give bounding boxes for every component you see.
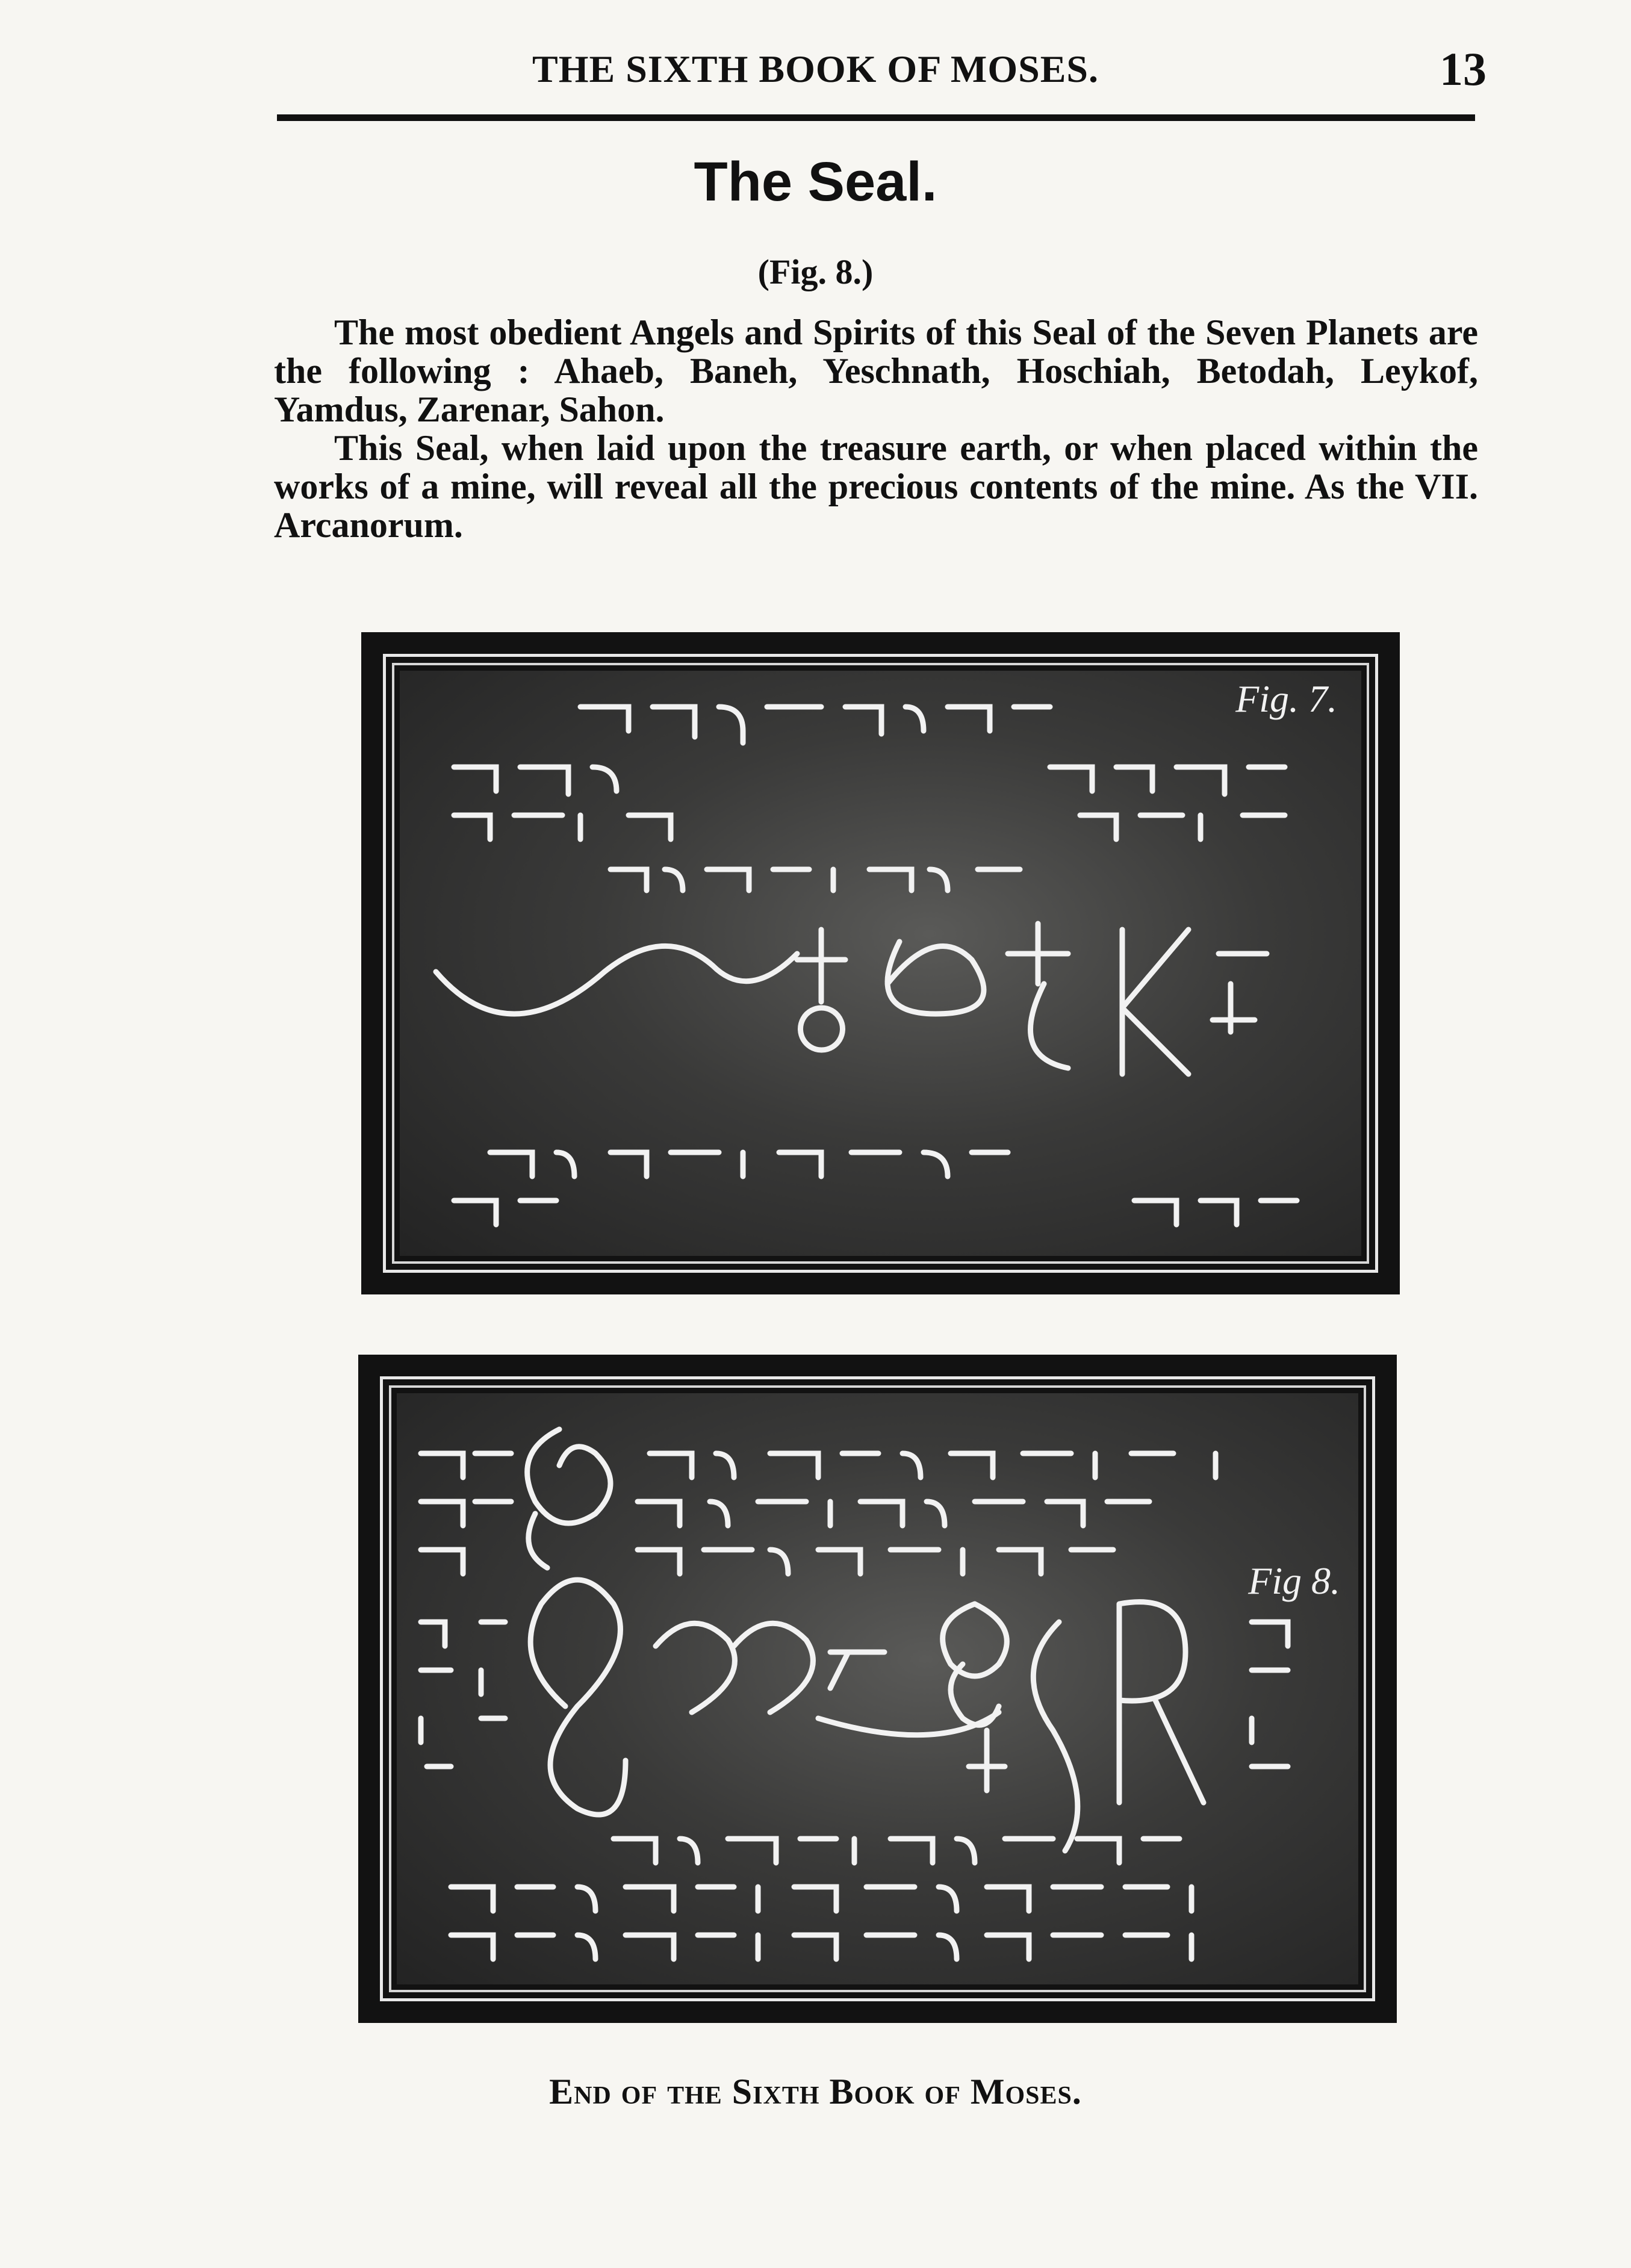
end-note: End of the Sixth Book of Moses. (549, 2072, 1082, 2111)
seal-panel (400, 671, 1361, 1256)
seal-panel (397, 1393, 1358, 1984)
seal-figure-7 (361, 632, 1400, 1294)
body-text (274, 313, 1478, 544)
paragraph-angels: The most obedient Angels and Spirits of this Seal of the Seven Planets are the following : Ahaeb, Baneh, Yeschnath, Hoschiah, Betodah, Leykof, Yamdus, Zarenar, Sahon. (274, 312, 1478, 429)
seal-glyphs-7 (400, 671, 1361, 1256)
seal-glyphs-8 (397, 1393, 1358, 1984)
figure-caption: (Fig. 8.) (757, 252, 874, 291)
figure-7-label: Fig. 7. (1235, 677, 1337, 720)
paragraph-seal-use: This Seal, when laid upon the treasure earth, or when placed within the works of a mine, will reveal all the precious contents of the mine. As the VII. Arcanorum. (274, 428, 1478, 545)
running-header: THE SIXTH BOOK OF MOSES. (532, 48, 1099, 90)
page-number: 13 (1440, 43, 1487, 95)
seal-figure-8 (358, 1355, 1397, 2023)
header-rule (277, 114, 1475, 121)
section-title: The Seal. (694, 151, 937, 213)
figure-8-label: Fig 8. (1248, 1559, 1340, 1602)
